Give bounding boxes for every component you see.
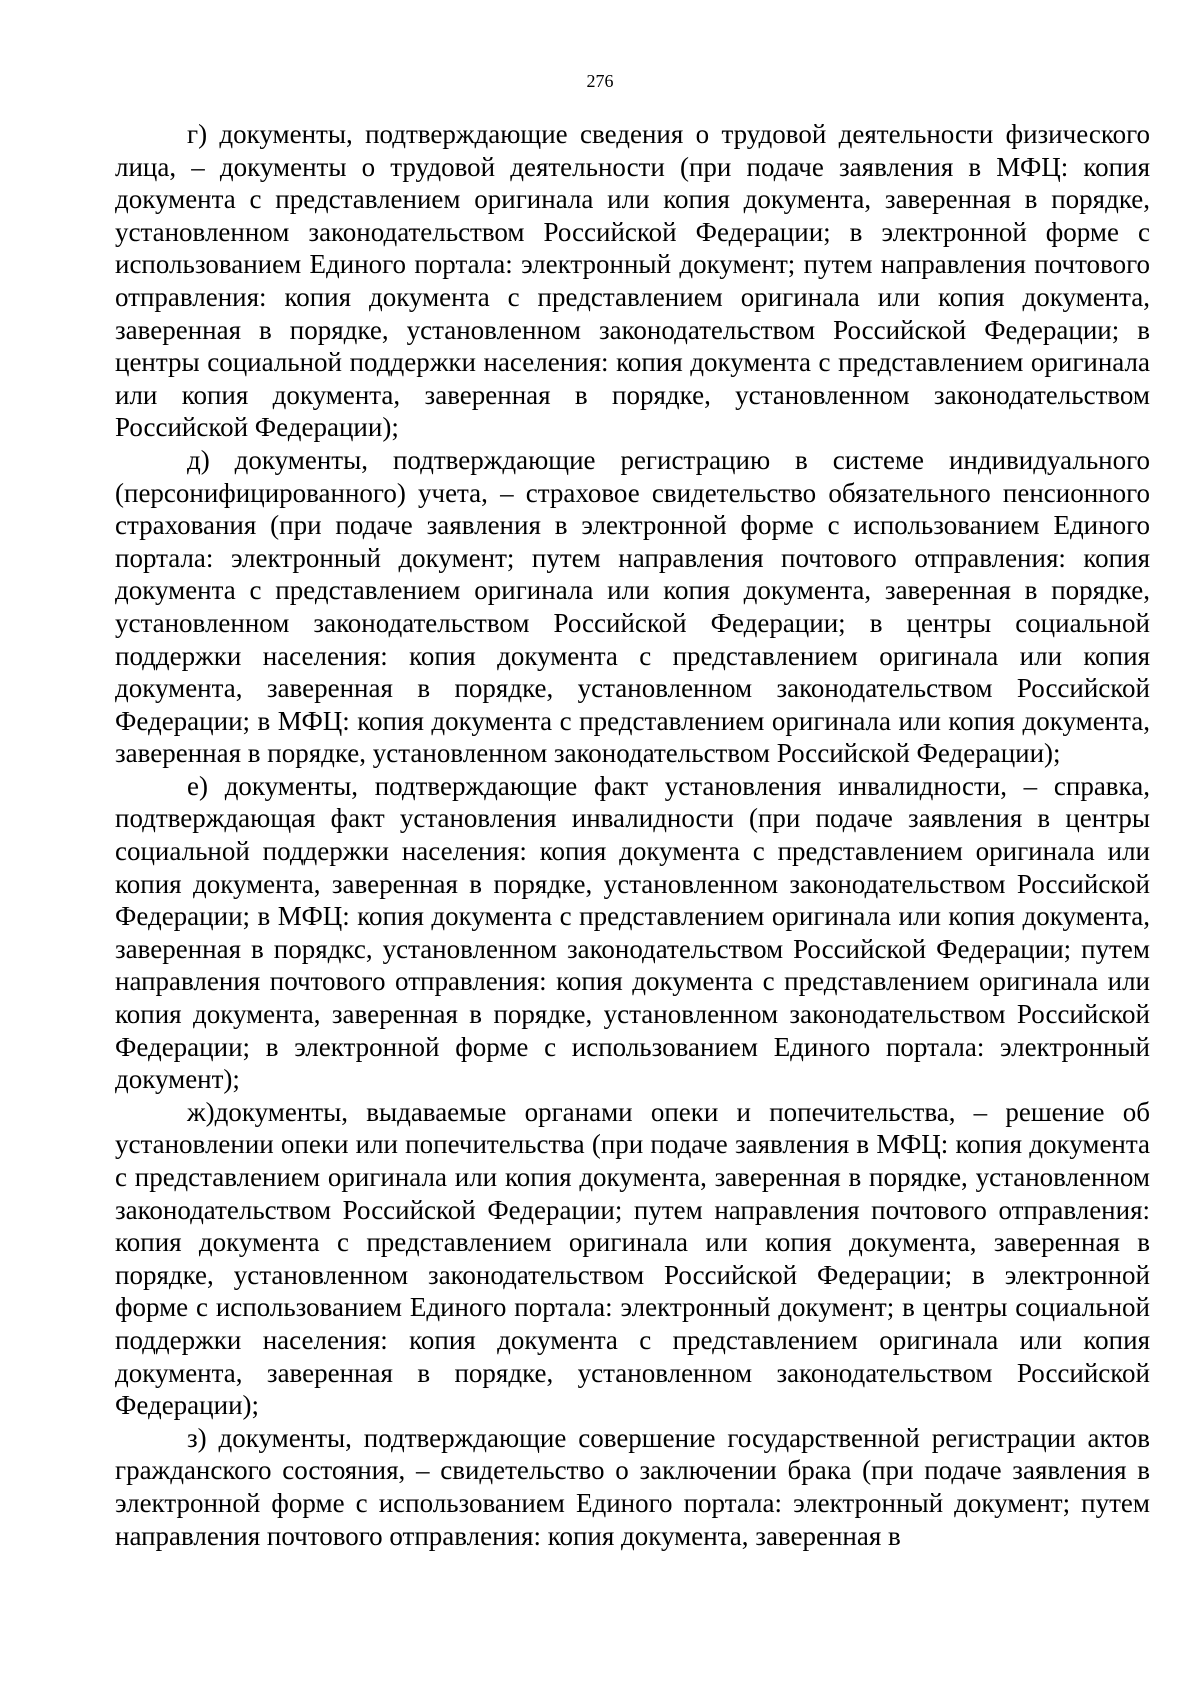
paragraph-d: д) документы, подтверждающие регистрацию в системе индивидуального (персонифицированного) учета, – страховое свидетельство обязательного пенсионного страхования (при подаче заявления в электронной форме с использованием Единого портала: электронный документ; путем направления почтового отправления: копия документа с представлением оригинала или копия документа, заверенная в порядке, установленном законодательством Российской Федерации; в центры социальной поддержки населения: копия документа с представлением оригинала или копия документа, заверенная в порядке, установленном законодательством Российской Федерации; в МФЦ: копия документа с представлением оригинала или копия документа, заверенная в порядке, установленном законодательством Российской Федерации); (115, 444, 1150, 769)
paragraph-z: з) документы, подтверждающие совершение государственной регистрации актов гражданского состояния, – свидетельство о заключении брака (при подаче заявления в электронной форме с использованием Единого портала: электронный документ; путем направления почтового отправления: копия документа, заверенная в (115, 1422, 1150, 1551)
document-body (115, 118, 1150, 1552)
paragraph-zh: ж)документы, выдаваемые органами опеки и попечительства, – решение об установлении опеки или попечительства (при подаче заявления в МФЦ: копия документа с представлением оригинала или копия документа, заверенная в порядке, установленном законодательством Российской Федерации; путем направления почтового отправления: копия документа с представлением оригинала или копия документа, заверенная в порядке, установленном законодательством Российской Федерации; в электронной форме с использованием Единого портала: электронный документ; в центры социальной поддержки населения: копия документа с представлением оригинала или копия документа, заверенная в порядке, установленном законодательством Российской Федерации); (115, 1096, 1150, 1421)
paragraph-e: е) документы, подтверждающие факт установления инвалидности, – справка, подтверждающая факт установления инвалидности (при подаче заявления в центры социальной поддержки населения: копия документа с представлением оригинала или копия документа, заверенная в порядке, установленном законодательством Российской Федерации; в МФЦ: копия документа с представлением оригинала или копия документа, заверенная в порядкс, установленном законодательством Российской Федерации; путем направления почтового отправления: копия документа с представлением оригинала или копия документа, заверенная в порядке, установленном законодательством Российской Федерации; в электронной форме с использованием Единого портала: электронный документ); (115, 770, 1150, 1095)
page-number: 276 (586, 71, 614, 91)
paragraph-g: г) документы, подтверждающие сведения о трудовой деятельности физического лица, – документы о трудовой деятельности (при подаче заявления в МФЦ: копия документа с представлением оригинала или копия документа, заверенная в порядке, установленном законодательством Российской Федерации; в электронной форме с использованием Единого портала: электронный документ; путем направления почтового отправления: копия документа с представлением оригинала или копия документа, заверенная в порядке, установленном законодательством Российской Федерации; в центры социальной поддержки населения: копия документа с представлением оригинала или копия документа, заверенная в порядке, установленном законодательством Российской Федерации); (115, 119, 1150, 443)
